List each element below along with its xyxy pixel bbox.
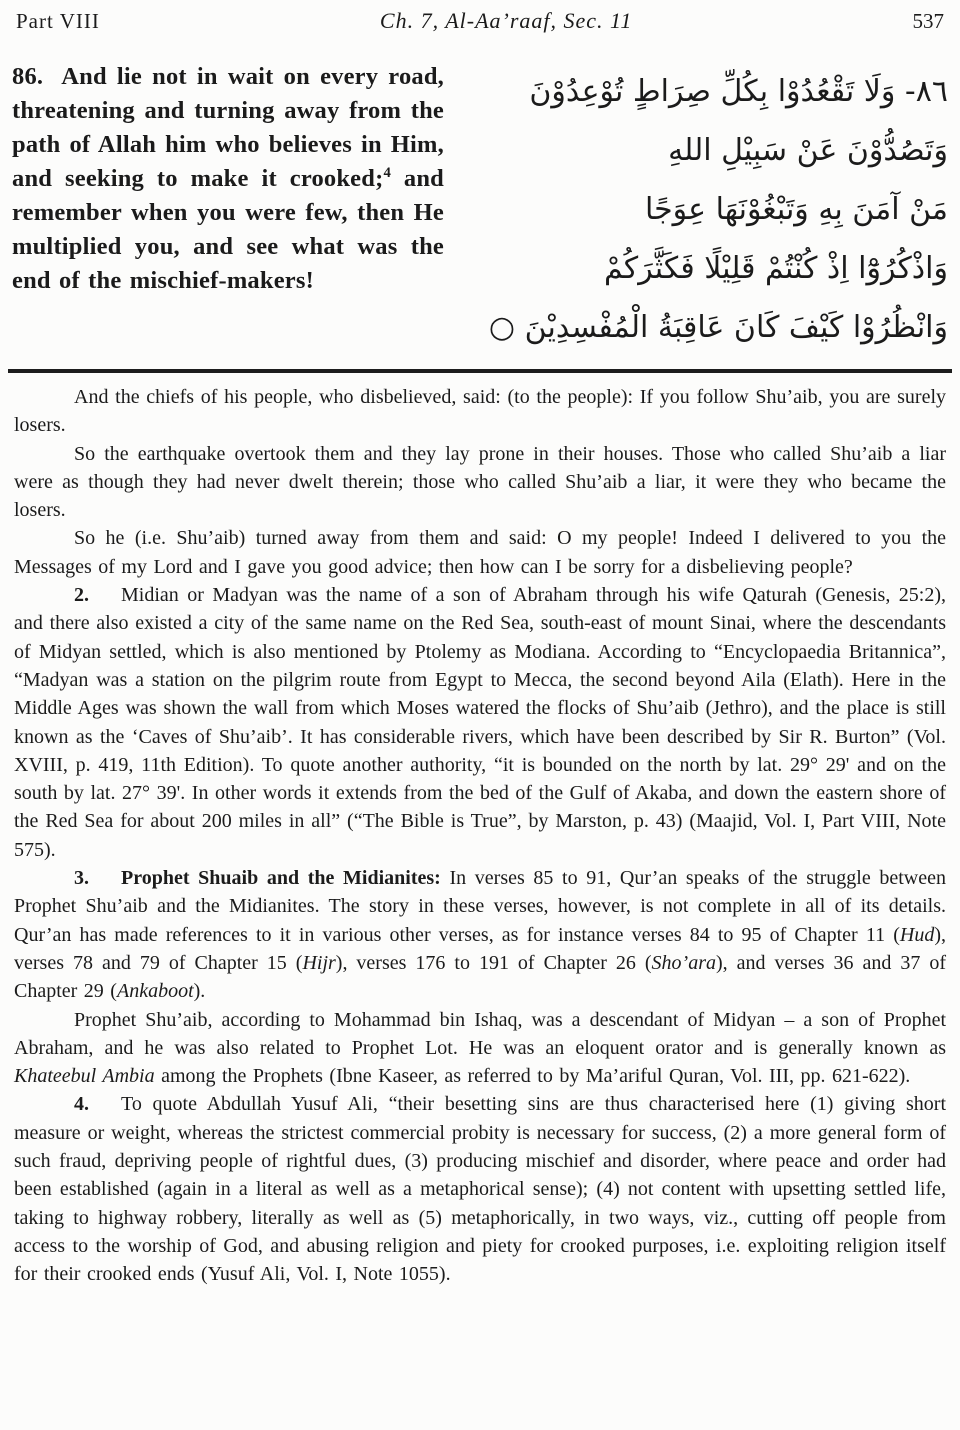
commentary-section [12,383,948,1289]
text-run: To quote Abdullah Yusuf Ali, “their besetting sins are thus characterised here (1) giving short measure or weight, whereas the strictest commercial probity is necessary for success, (2) a more general form of such fraud, depriving people of rightful dues, (3) producing mischief and disorder, where peace and order had been established (again in a literal as well as a metaphorical sense); (4) not content with upsetting settled life, taking to highway robbery, literally as well as (5) metaphorically, in two ways, viz., cutting off people from access to the worship of God, and abusing religion and piety for crooked purposes, i.e. exploiting religion itself for their crooked ends (Yusuf Ali, Vol. I, Note 1055). [14,1093,946,1286]
arabic-verse-line: وَتَصُدُّوْنَ عَنْ سَبِيْلِ اللهِ [668,133,948,168]
text-run: Sho’ara [651,951,716,974]
part-label: Part VIII [16,9,100,33]
text-run: 86. [12,63,44,90]
commentary-paragraph [14,1006,946,1091]
text-run: 4 [383,164,391,181]
commentary-paragraph [14,1090,946,1288]
verse-86-english [12,60,444,357]
text-run: ), verses 78 and 79 of Chapter 15 ( [14,923,946,974]
text-run: Midian or Madyan was the name of a son of Abraham through his wife Qaturah (Genesis, 25:2), and there also existed a city of the same name on the Red Sea, south-east of mount Sinai, where the descendants of Midyan settled, which is also mentioned by Ptolemy as Modiana. According to “Encyclopaedia Britannica”, “Madyan was a station on the pilgrim route from Egypt to Mecca, the second beyond Aila (Elath). Here in the Middle Ages was shown the wall from which Moses watered the flocks of Shu’aib (Jethro), and the place is still known as the ‘Caves of Shu’aib’. It has considerable rivers, which have been described by Sir R. Burton” (Vol. XVIII, p. 419, 11th Edition). To quote another authority, “it is bounded on the north by lat. 29° 29' and on the south by lat. 27° 39'. In other words it extends from the bed of the Gulf of Akaba, and down the eastern shore of the Red Sea for about 200 miles in all” (“The Bible is True”, by Marston, p. 43) (Maajid, Vol. I, Part VIII, Note 575). [14,584,946,861]
chapter-title: Ch. 7, Al-Aa’raaf, Sec. 11 [379,8,633,33]
text-run: In verses 85 to 91, Qur’an speaks of the struggle between Prophet Shu’aib and the Midianites. The story in these verses, however, is not complete in all of its details. Qur’an has made references to it in various other verses, as for instance verses 84 to 95 of Chapter 11 ( [14,867,946,946]
text-run: Prophet Shuaib and the Midianites: [121,867,441,890]
text-run: And lie not in wait on every road, threatening and turning away from the path of Allah him who believes in Him, and seeking to make it crooked; [12,63,444,192]
text-run: ), verses 176 to 191 of Chapter 26 ( [335,951,652,974]
page-header [12,8,948,34]
arabic-verse-line: ٨٦- وَلَا تَقْعُدُوْا بِكُلِّ صِرَاطٍ تُوْعِدُوْنَ [529,74,948,109]
text-run: So he (i.e. Shu’aib) turned away from them and said: O my people! Indeed I delivered to you the Messages of my Lord and I gave you good advice; then how can I be sorry for a disbelieving people? [14,527,946,578]
text-run: 3. [74,867,89,890]
arabic-verse-line: مَنْ آمَنَ بِهِ وَتَبْغُوْنَهَا عِوَجًا [645,192,948,227]
arabic-verse-line: وَانْظُرُوْا كَيْفَ كَانَ عَاقِبَةُ الْمُفْسِدِيْنَ ○ [488,310,948,345]
text-run: and remember when you were few, then He multiplied you, and see what was the end of the mischief-makers! [12,165,444,294]
text-run: ). [193,980,206,1003]
commentary-paragraph [14,581,946,864]
page-number: 537 [912,9,944,33]
text-run: among the Prophets (Ibne Kaseer, as referred to by Ma’ariful Quran, Vol. III, pp. 621-622). [154,1065,911,1088]
commentary-paragraph [14,383,946,440]
text-run: ), and verses 36 and 37 of Chapter 29 ( [14,951,947,1003]
arabic-verse-line: وَاذْكُرُوْٓا اِذْ كُنْتُمْ قَلِيْلًا فَكَثَّرَكُمْ [603,251,948,286]
commentary-paragraph [14,864,946,1005]
text-run: So the earthquake overtook them and they lay prone in their houses. Those who called Shu’aib a liar were as though they had never dwelt therein; those who called Shu’aib a liar, it were they who became the losers. [14,442,946,522]
verse-block [12,60,948,357]
text-run: Prophet Shu’aib, according to Mohammad bin Ishaq, was a descendant of Midyan – a son of Prophet Abraham, and he was also related to Prophet Lot. He was an eloquent orator and is generally known as [14,1008,946,1059]
text-run: 4. [74,1093,89,1116]
text-run: And the chiefs of his people, who disbelieved, said: (to the people): If you follow Shu’aib, you are surely losers. [14,386,946,437]
separator-rule [8,369,952,373]
commentary-paragraph [14,440,946,525]
text-run: Hud [899,923,935,946]
text-run: Ankaboot [116,980,194,1003]
commentary-paragraph [14,524,946,581]
verse-86-arabic [462,60,948,357]
text-run: 2. [74,584,89,607]
text-run: Khateebul Ambia [14,1065,155,1088]
text-run: Hijr [302,951,336,974]
